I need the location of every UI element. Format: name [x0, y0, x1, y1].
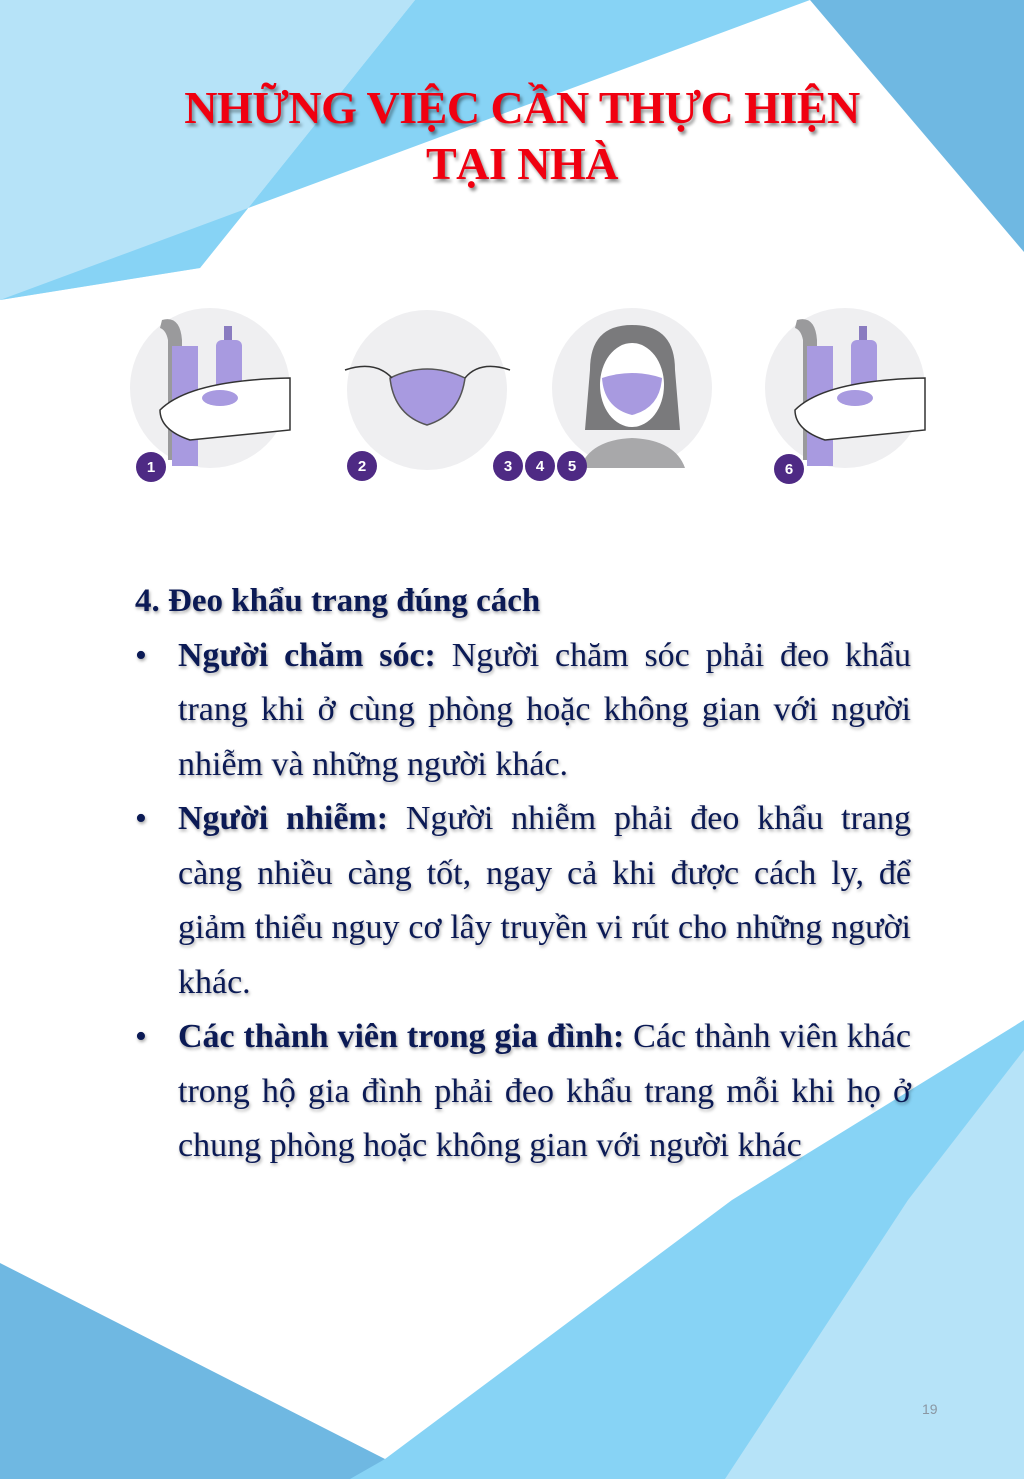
badge-3: 3 — [503, 458, 513, 475]
badge-2: 2 — [357, 458, 367, 475]
item-text: Người chăm sóc phải đeo khẩu trang khi ở cùng phòng hoặc không gian với người nhiễm và những người khác. — [178, 636, 912, 783]
bullet-icon: • — [135, 636, 147, 674]
step-wear-mask-345 — [552, 308, 712, 468]
section-content — [135, 574, 911, 1174]
badge-6: 6 — [784, 461, 794, 478]
page-title: NHỮNG VIỆC CẦN THỰC HIỆN TẠI NHÀ — [184, 82, 860, 189]
item-label: Các thành viên trong gia đình: — [178, 1018, 625, 1055]
bullet-list — [135, 629, 911, 1174]
list-item — [135, 1010, 911, 1174]
step-wash-hands-1 — [130, 308, 290, 468]
badge-5: 5 — [567, 458, 577, 475]
item-label: Người nhiễm: — [178, 800, 389, 837]
section-heading: 4. Đeo khẩu trang đúng cách — [135, 583, 541, 619]
mask-steps-illustration — [120, 300, 940, 500]
step-wash-hands-6 — [765, 308, 925, 468]
item-text: Các thành viên khác trong hộ gia đình phải đeo khẩu trang mỗi khi họ ở chung phòng hoặc không gian với người khác — [178, 1018, 911, 1164]
bg-dark-bottom — [0, 1263, 385, 1479]
page-number: 19 — [922, 1401, 938, 1417]
item-label: Người chăm sóc: — [178, 636, 436, 674]
list-item — [135, 792, 911, 1010]
badge-4: 4 — [535, 458, 545, 475]
bullet-icon: • — [135, 1018, 147, 1055]
list-item — [135, 629, 911, 793]
item-text: Người nhiễm phải đeo khẩu trang càng nhiều càng tốt, ngay cả khi được cách ly, để giảm thiểu nguy cơ lây truyền vi rút cho những người khác. — [178, 800, 911, 1001]
step-hold-mask-2 — [345, 310, 510, 470]
badge-1: 1 — [146, 459, 156, 476]
bullet-icon: • — [135, 800, 147, 837]
